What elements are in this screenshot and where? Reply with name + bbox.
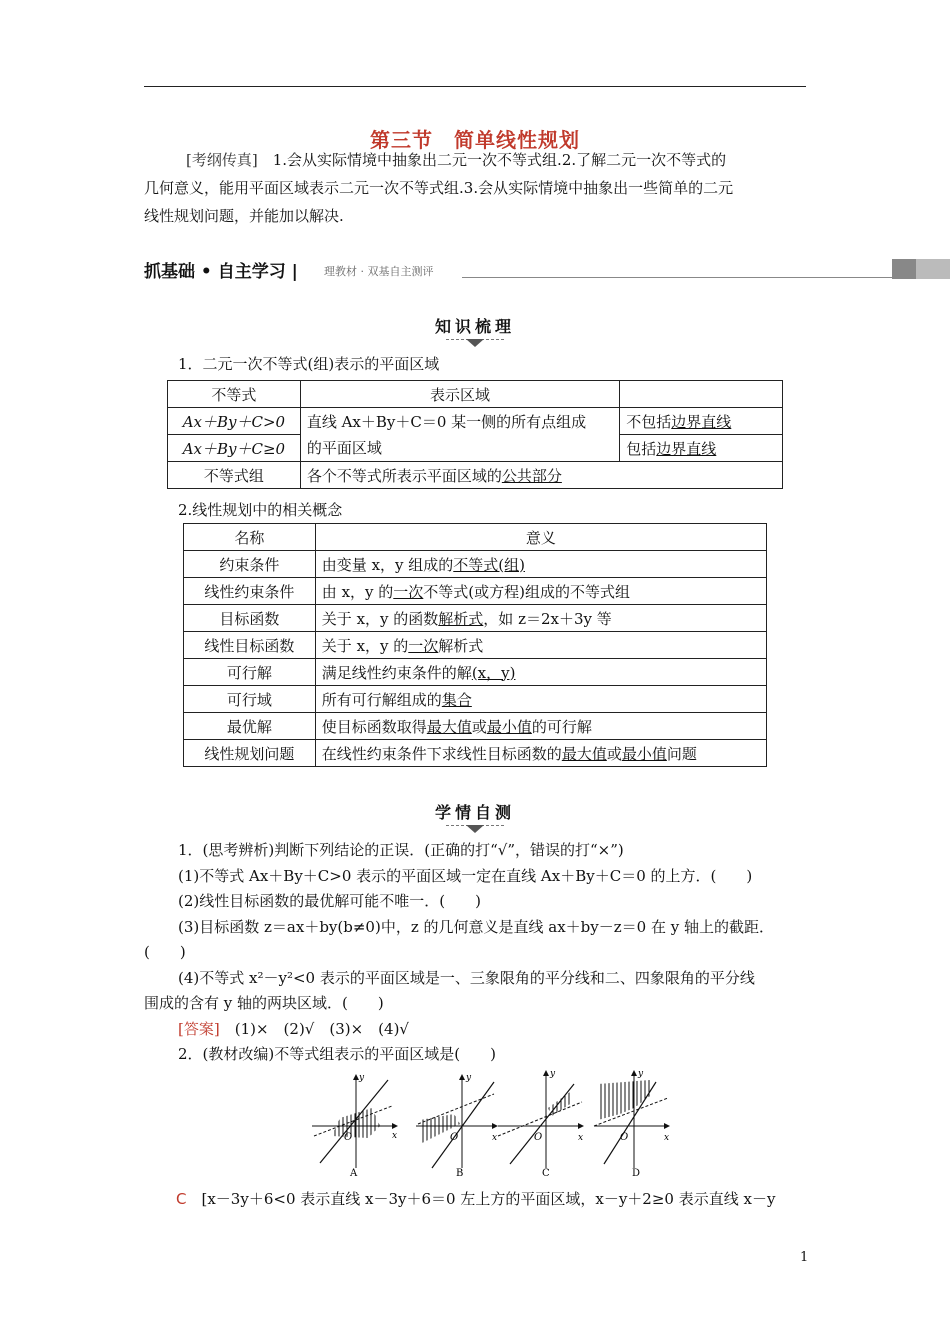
selftest-questions — [144, 838, 806, 1068]
table2-cell-meaning — [315, 713, 766, 740]
q1-4a: (4)不等式 x²－y²<0 表示的平面区域是一、三象限角的平分线和二、四象限角的平分线 — [178, 968, 755, 987]
table1-cell-gt: Ax＋By＋C>0 — [168, 408, 301, 435]
table2-body — [184, 551, 767, 767]
table2-cell-meaning — [315, 686, 766, 713]
page-title: 第三节 简单线性规划 — [370, 128, 580, 152]
table2-meaning-u: 最大值 — [426, 717, 472, 736]
table1-region-desc-a: 直线 Ax＋By＋C＝0 某一侧的所有点组成 — [306, 412, 587, 431]
table2-meaning-u2: 最小值 — [621, 744, 667, 763]
inequality-region-table — [167, 380, 783, 489]
section-bar — [144, 257, 814, 281]
table2-row — [184, 632, 767, 659]
table1-header-region: 表示区域 — [300, 381, 619, 408]
graph-b-label: B — [456, 1168, 464, 1179]
table2-row — [184, 686, 767, 713]
table2-meaning-pre: 关于 x，y 的函数 — [321, 609, 439, 628]
q1-3b: ( ) — [144, 943, 186, 961]
table1-cell-ge: Ax＋By＋C≥0 — [168, 435, 301, 462]
q1-4b: 围成的含有 y 轴的两块区域．( ) — [144, 994, 384, 1012]
table2-cell-name: 约束条件 — [184, 551, 316, 578]
table1-cell-system: 不等式组 — [168, 462, 301, 489]
answer-line — [144, 1017, 806, 1043]
section-block-light — [916, 259, 950, 279]
intro-line1: 1.会从实际情境中抽象出二元一次不等式组.2.了解二元一次不等式的 — [272, 151, 727, 169]
table2-cell-meaning — [315, 740, 766, 767]
table2-cell-name: 线性规划问题 — [184, 740, 316, 767]
selftest-heading: 学情自测 — [434, 803, 515, 822]
table2-row — [184, 659, 767, 686]
table2-row — [184, 740, 767, 767]
table2-meaning-u: 一次 — [408, 636, 439, 655]
answer-text: (1)× (2)√ (3)× (4)√ — [234, 1019, 409, 1038]
table2-meaning-pre: 所有可行解组成的 — [321, 690, 442, 709]
graph-a-label: A — [350, 1168, 358, 1179]
knowledge-item2: 2.线性规划中的相关概念 — [178, 501, 343, 519]
graph-a-x-label: x — [392, 1131, 398, 1141]
table1-cell-common — [300, 462, 782, 489]
table2-meaning-mid: 或 — [606, 744, 622, 763]
q1-2: (2)线性目标函数的最优解可能不唯一．( ) — [178, 892, 481, 910]
header-rule — [144, 86, 806, 87]
table1-include-u: 边界直线 — [656, 439, 717, 458]
table2-meaning-pre: 关于 x，y 的 — [321, 636, 409, 655]
table2-meaning-post: 的可行解 — [531, 717, 592, 736]
table1-exclude-u: 边界直线 — [671, 412, 732, 431]
graph-c-x-label: x — [578, 1133, 584, 1143]
table2-meaning-pre: 满足线性约束条件的解 — [321, 663, 472, 682]
section-rule — [462, 277, 892, 278]
table2-cell-meaning — [315, 659, 766, 686]
graph-b-x-label: x — [492, 1133, 498, 1143]
table2-row — [184, 578, 767, 605]
graph-a-origin: O — [344, 1132, 353, 1143]
graph-b-origin: O — [450, 1132, 459, 1143]
table2-meaning-pre: 由变量 x，y 组成的 — [321, 555, 454, 574]
table2-meaning-u: 解析式 — [438, 609, 484, 628]
table2-meaning-u: 集合 — [441, 690, 472, 709]
table2-meaning-post: ，如 z＝2x＋3y 等 — [483, 609, 612, 628]
graph-c-origin: O — [534, 1132, 543, 1143]
section-title: 抓基础 • 自主学习 | — [144, 262, 298, 282]
table2-meaning-u2: 最小值 — [486, 717, 532, 736]
table1-region-desc-b: 的平面区域 — [306, 438, 382, 457]
solution-line — [176, 1186, 816, 1212]
table2-meaning-post: 不等式(或方程)组成的不等式组 — [423, 582, 631, 601]
q1-1: (1)不等式 Ax＋By＋C>0 表示的平面区域一定在直线 Ax＋By＋C＝0 的上方．( ) — [178, 866, 753, 885]
graph-b-y-label: y — [466, 1073, 472, 1083]
table2-meaning-post: 解析式 — [438, 636, 484, 655]
solution-text: [x－3y＋6<0 表示直线 x－3y＋6＝0 左上方的平面区域，x－y＋2≥0 表示直线 x－y — [201, 1190, 776, 1208]
selftest-heading-arrow-icon — [466, 825, 484, 833]
answer-label: [答案] — [178, 1019, 220, 1038]
graph-a-y-label: y — [359, 1073, 365, 1083]
graph-b — [416, 1073, 498, 1179]
solution-letter: C — [176, 1190, 187, 1208]
knowledge-heading: 知识梳理 — [434, 317, 515, 336]
table2-cell-name: 线性约束条件 — [184, 578, 316, 605]
table1-header-inequality: 不等式 — [168, 381, 301, 408]
table2-row — [184, 605, 767, 632]
table1-cell-exclude — [620, 408, 783, 435]
table2-cell-name: 可行解 — [184, 659, 316, 686]
table2-cell-meaning — [315, 551, 766, 578]
table1-header-empty — [620, 381, 783, 408]
graph-c — [498, 1069, 584, 1179]
intro-label: [考纲传真] — [186, 151, 258, 169]
table2-cell-name: 目标函数 — [184, 605, 316, 632]
table2-header-name: 名称 — [184, 524, 316, 551]
table2-meaning-u: 最大值 — [561, 744, 607, 763]
table1-include-pre: 包括 — [626, 439, 657, 458]
table2-meaning-u: (x，y) — [471, 663, 516, 682]
table2-cell-meaning — [315, 605, 766, 632]
intro-line3: 线性规划问题，并能加以解决. — [144, 207, 344, 225]
table2-meaning-mid: 或 — [471, 717, 487, 736]
q1: 1．(思考辨析)判断下列结论的正误．(正确的打“√”，错误的打“×”) — [178, 841, 624, 859]
knowledge-item1: 1．二元一次不等式(组)表示的平面区域 — [178, 355, 440, 373]
table1-cell-region-desc — [300, 408, 619, 462]
table1-exclude-pre: 不包括 — [626, 412, 672, 431]
lp-concepts-table — [183, 523, 767, 767]
graph-c-y-label: y — [550, 1069, 556, 1079]
table2-meaning-u: 一次 — [393, 582, 424, 601]
graph-d-y-label: y — [638, 1069, 644, 1079]
graph-d-origin: O — [620, 1132, 629, 1143]
q2: 2．(教材改编)不等式组表示的平面区域是( ) — [178, 1045, 496, 1063]
table1-common-u: 公共部分 — [501, 466, 562, 485]
intro-paragraph — [144, 146, 806, 230]
graph-a — [312, 1073, 398, 1179]
intro-line2: 几何意义，能用平面区域表示二元一次不等式组.3.会从实际情境中抽象出一些简单的二元 — [144, 179, 734, 197]
table2-meaning-u: 不等式(组) — [453, 555, 525, 574]
graph-d-x-label: x — [664, 1133, 670, 1143]
choice-graphs — [310, 1068, 670, 1180]
q1-3a: (3)目标函数 z＝ax＋by(b≠0)中，z 的几何意义是直线 ax＋by－z＝0 在 y 轴上的截距． — [178, 917, 774, 936]
table2-meaning-pre: 由 x，y 的 — [321, 582, 394, 601]
table2-row — [184, 551, 767, 578]
table2-cell-name: 线性目标函数 — [184, 632, 316, 659]
section-block-dark — [892, 259, 916, 279]
graph-d-label: D — [632, 1168, 641, 1179]
table2-header-meaning: 意义 — [315, 524, 766, 551]
table1-cell-include — [620, 435, 783, 462]
page-number: 1 — [800, 1250, 809, 1265]
graph-d — [594, 1069, 670, 1179]
table2-cell-meaning — [315, 578, 766, 605]
table1-common-pre: 各个不等式所表示平面区域的 — [306, 466, 502, 485]
knowledge-heading-arrow-icon — [466, 339, 484, 347]
table2-meaning-post: 问题 — [666, 744, 697, 763]
table2-cell-name: 最优解 — [184, 713, 316, 740]
table2-cell-meaning — [315, 632, 766, 659]
table2-meaning-pre: 使目标函数取得 — [321, 717, 427, 736]
table2-meaning-pre: 在线性约束条件下求线性目标函数的 — [321, 744, 562, 763]
section-subtitle: 理教材 · 双基自主测评 — [324, 265, 434, 278]
table2-cell-name: 可行域 — [184, 686, 316, 713]
graph-c-label: C — [542, 1168, 550, 1179]
table2-row — [184, 713, 767, 740]
